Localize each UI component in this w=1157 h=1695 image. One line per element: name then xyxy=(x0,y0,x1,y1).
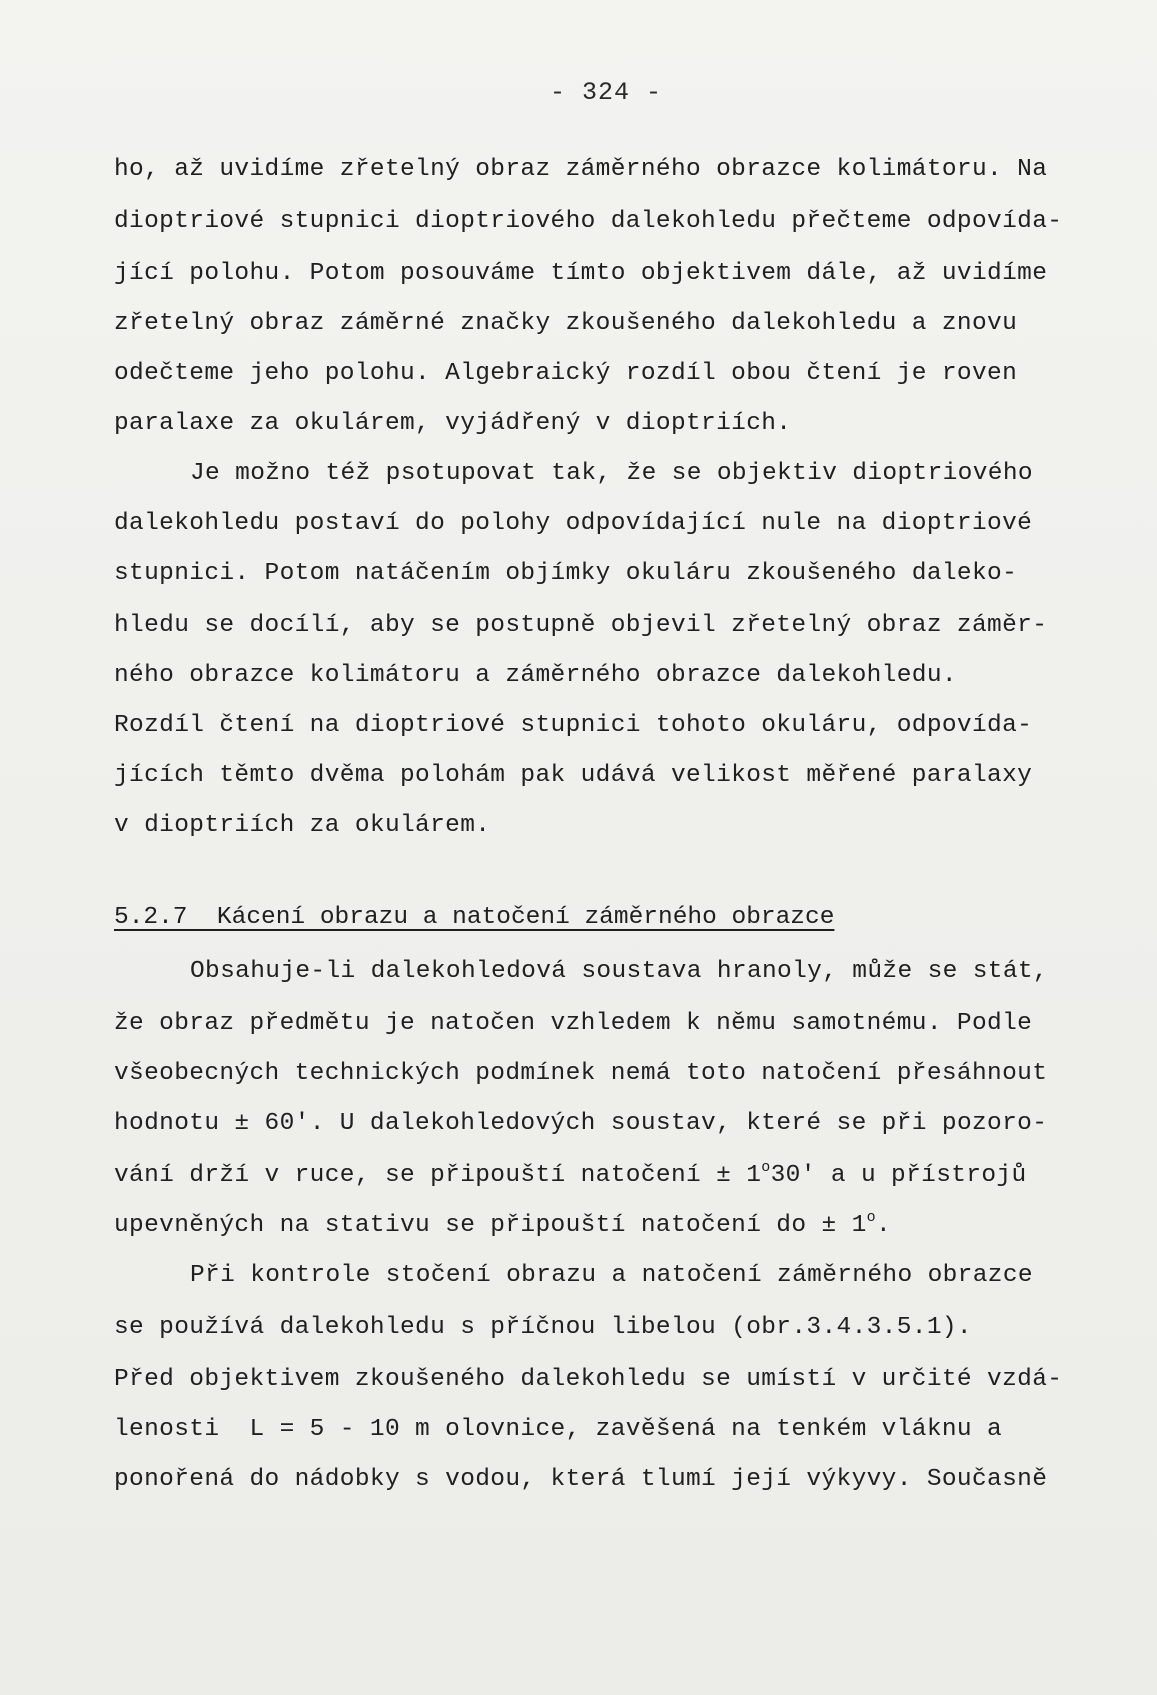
paragraph-line: jící polohu. Potom posouváme tímto objektivem dále, až uvidíme xyxy=(114,260,1048,287)
paragraph-line: se používá dalekohledu s příčnou libelou (obr.3.4.3.5.1). xyxy=(114,1314,972,1341)
text-run: ′. U dalekohledových soustav, které se při pozoro- xyxy=(294,1110,1048,1137)
paragraph-line: dalekohledu postaví do polohy odpovídající nule na dioptriové xyxy=(114,510,1033,537)
paragraph-line: Při kontrole stočení obrazu a natočení záměrného obrazce xyxy=(190,1262,1033,1289)
text-run: upevněných na stativu se připouští natočení do ± 1 xyxy=(114,1212,867,1239)
paragraph-line: stupnici. Potom natáčením objímky okuláru zkoušeného daleko- xyxy=(114,560,1018,587)
paragraph-line: jících těmto dvěma polohám pak udává velikost měřené paralaxy xyxy=(114,762,1033,789)
paragraph-line: hledu se docílí, aby se postupně objevil zřetelný obraz záměr- xyxy=(114,612,1048,639)
paragraph-line: v dioptriích za okulárem. xyxy=(114,812,491,839)
section-heading: 5.2.7 Kácení obrazu a natočení záměrného obrazce xyxy=(114,904,835,931)
paragraph-line: ného obrazce kolimátoru a záměrného obrazce dalekohledu. xyxy=(114,662,957,689)
paragraph-line xyxy=(114,1209,892,1239)
paragraph-line: lenosti L = 5 - 10 m olovnice, zavěšená na tenkém vláknu a xyxy=(114,1416,1003,1443)
paragraph-line xyxy=(114,1110,1047,1137)
text-run: hodnotu ± 60 xyxy=(114,1110,295,1137)
paragraph-line: že obraz předmětu je natočen vzhledem k němu samotnému. Podle xyxy=(114,1010,1033,1037)
paragraph-line: Obsahuje-li dalekohledová soustava hranoly, může se stát, xyxy=(190,958,1048,985)
text-run: . xyxy=(875,1212,892,1239)
paragraph-line: zřetelný obraz záměrné značky zkoušeného dalekohledu a znovu xyxy=(114,310,1018,337)
paragraph-line: Rozdíl čtení na dioptriové stupnici tohoto okuláru, odpovída- xyxy=(114,712,1033,739)
degree-superscript: o xyxy=(866,1209,876,1226)
text-run: vání drží v ruce, se připouští natočení ± 1 xyxy=(114,1162,762,1189)
text-run: 30 xyxy=(770,1162,801,1189)
paragraph-line: odečteme jeho polohu. Algebraický rozdíl obou čtení je roven xyxy=(114,360,1018,387)
paragraph-line: ponořená do nádobky s vodou, která tlumí její výkyvy. Současně xyxy=(114,1466,1048,1493)
paragraph-line: Před objektivem zkoušeného dalekohledu se umístí v určité vzdá- xyxy=(114,1366,1063,1393)
paragraph-line: dioptriové stupnici dioptriového dalekohledu přečteme odpovída- xyxy=(114,208,1063,235)
paragraph-line: Je možno též psotupovat tak, že se objektiv dioptriového xyxy=(190,460,1033,487)
paragraph-line: všeobecných technických podmínek nemá toto natočení přesáhnout xyxy=(114,1060,1048,1087)
text-run: ′ a u přístrojů xyxy=(800,1162,1027,1189)
page-number: - 324 - xyxy=(550,78,663,107)
paragraph-line: ho, až uvidíme zřetelný obraz záměrného obrazce kolimátoru. Na xyxy=(114,156,1048,183)
degree-superscript: o xyxy=(761,1159,771,1176)
paragraph-line xyxy=(114,1159,1027,1189)
paragraph-line: paralaxe za okulárem, vyjádřený v dioptriích. xyxy=(114,410,792,437)
